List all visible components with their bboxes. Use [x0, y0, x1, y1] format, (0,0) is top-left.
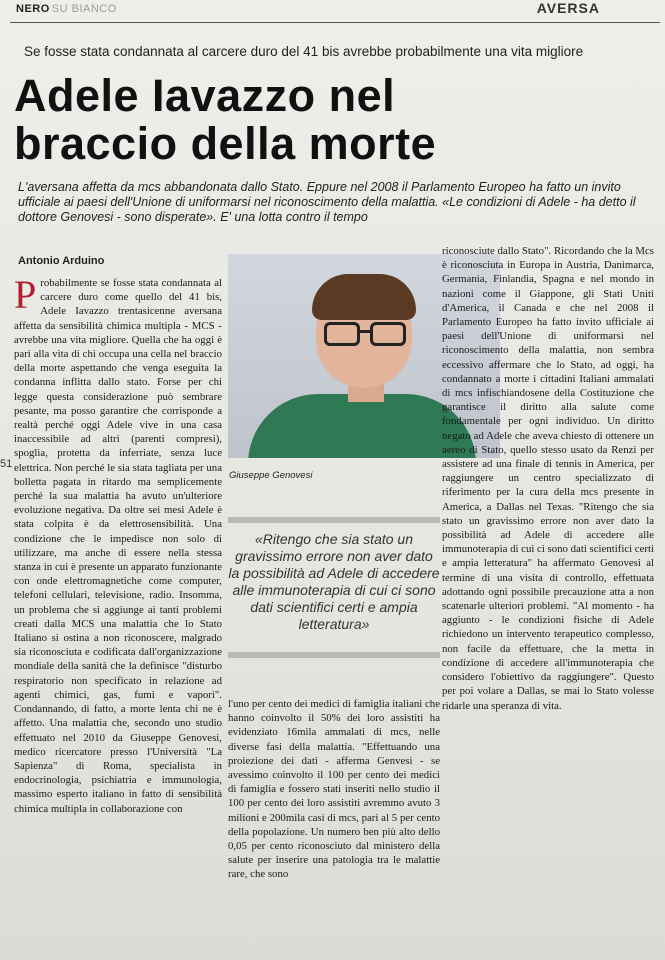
quote-bottom-rule	[228, 652, 440, 658]
page-header	[10, 0, 660, 23]
article-kicker: Se fosse stata condannata al carcere duro del 41 bis avrebbe probabilmente una vita migliore	[24, 44, 584, 59]
page-number: 51	[0, 458, 13, 470]
brand-primary: NERO	[16, 3, 50, 15]
body-column-3: riconosciute dallo Stato". Ricordando che la Mcs è riconosciuta in Europa in Austria, Danimarca, Germania, Finlandia, Spagna e nel mondo in nazioni come il Giappone, gli Stati Uniti d'America, il Canada e che nel 2008 il Parlamento Europeo ha fatto invito ufficiale ai paesi dell'Unione di uniformarsi nel riconoscimento della malattia, non sembra eccessivo affermare che lo Stato, ad oggi, ha condannato a morte i cittadini Italiani ammalati di mcs infischiandosene della Costituzione che garantisce il diritto alla salute come fondamentale per ogni individuo. Un diritto negato ad Adele che aveva chiesto di ottenere un aereo di Stato, quello stesso usato da Renzi per assistere ad una finale di tennis in America, per raggiungere un centro specializzato di riferimento per la cura della mcs presente in America, a Dallas nel Texas. "Ritengo che sia stato un gravissimo errore non aver dato la possibilità ad Adele di accedere alle immunoterapia di cui ci sono dati scientifici certi e ampia letteratura" ha affermato Genovesi al termine di una visita di controllo, effettuata adottando ogni possibile precauzione atta a non scatenarle ulteriori problemi. "Al momento - ha aggiunto - le condizioni fisiche di Adele richiedono un intervento terapeutico complesso, non facile da effettuare, che la metta in condizione di accedere all'immunoterapia che considero l'obiettivo da raggiungere". Questo per poi volare a Dallas, se mai lo Stato volesse ridarle una speranza di vita.	[442, 245, 654, 712]
article-byline: Antonio Arduino	[18, 255, 105, 267]
section-label: AVERSA	[536, 0, 600, 16]
photo-caption: Giuseppe Genovesi	[229, 470, 313, 481]
headline-line-2: braccio della morte	[14, 118, 437, 169]
body-column-1	[14, 272, 222, 816]
pull-quote: «Ritengo che sia stato un gravissimo errore non aver dato la possibilità ad Adele di accedere alle immunoterapia di cui ci sono dati scientifici certi e ampia letteratura»	[228, 531, 440, 632]
drop-cap: P	[14, 272, 37, 317]
body-column-2: l'uno per cento dei medici di famiglia italiani che hanno coinvolto il 50% dei loro assistiti ha evidenziato 16mila ammalati di mcs, nelle diverse fasi della malattia. "Effettuando una proiezione dei dati - afferma Genvesi - se avessimo coinvolto il 100 per cento dei medici di famiglia e fossero stati inseriti nello studio il 100 per cento dei loro assistiti avremmo avuto 3 milioni e 200mila casi di mcs, pari al 5 per cento della popolazione. Un numero ben più alto dello 0,05 per cento riconosciuto dal ministero della salute per inserire una patologia tra le malattie rare, che sono	[228, 698, 440, 881]
article-headline	[14, 72, 644, 168]
headline-line-1: Adele Iavazzo nel	[14, 70, 396, 121]
quote-top-rule	[228, 517, 440, 523]
brand-secondary: SU BIANCO	[51, 3, 117, 15]
article-standfirst: L'aversana affetta da mcs abbandonata dallo Stato. Eppure nel 2008 il Parlamento Europeo ha fatto un invito ufficiale ai paesi dell'Unione di uniformarsi nel riconoscimento della malattia. «Le condizioni di Adele - ha detto il dottore Genovesi - sono disperate». E' una lotta contro il tempo	[18, 180, 636, 224]
magazine-brand	[16, 3, 117, 15]
column-1-text: robabilmente se fosse stata condannata al carcere duro come quello del 41 bis, Adele Iavazzo trentasicenne aversana affetta da sensibilità chimica multipla - MCS - avrebbe una vita migliore. Quella che ha oggi è pari alla vita di chi occupa una cella nel braccio della morte aspettando che venga eseguita la condanna inflitta dallo stato. Forse per chi legge questa considerazione può sembrare pesante, ma posso garantire che corrisponde a realtà perché oggi Adele vive in una casa inaccessibile ad altri (parenti compresi), spoglia, protetta da inferriate, senza luce elettrica. Non perché le sia stata tagliata per una bolletta pagata in ritardo ma semplicemente perché la sua malattia ha avuto un'ulteriore evoluzione negativa. Da oltre sei mesi Adele è stata colpita è da elettrosensibilità. Una condizione che le impedisce non solo di utilizzare, ma anche di essere nella stessa stanza in cui è presente un apparato funzionante con onde elettromagnetiche come computer, telefoni cellulari, televisione, radio. Insomma, un problema che si aggiunge ai tanti problemi creati dalla MCS una malattia che lo Stato Italiano si ostina a non riconoscere, malgrado sia riconosciuta e codificata dall'organizzazione mondiale della sanità che la definisce "disturbo respiratorio non specificato in relazione ad agenti chimici, gas, fumi e vapori". Condannando, di fatto, a morte lenta chi ne è affetto. Una malattia che, secondo uno studio effettuato nel 2010 da Giuseppe Genovesi, medico ricercatore presso l'Università "La Sapienza" di Roma, specialista in endocrinologia, psichiatria e immunologia, massimo esperto italiano in fatto di sensibilità chimica multipla in collaborazione con	[14, 277, 222, 815]
